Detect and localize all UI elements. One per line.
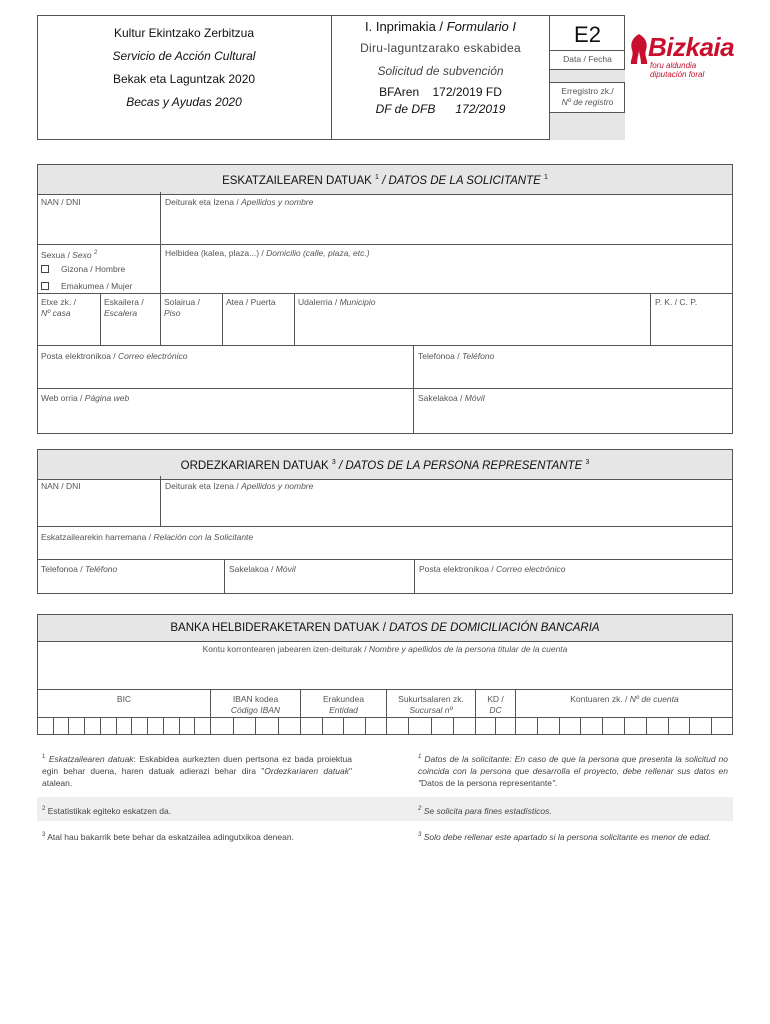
note-3-es [418, 829, 728, 843]
rep-email-es: Correo electrónico [496, 564, 566, 574]
rep-dni-field[interactable]: NAN / DNI [41, 481, 81, 491]
note-3-sup: 3 [42, 832, 46, 838]
rep-relation-es: Relación con la Solicitante [153, 532, 254, 542]
applicant-col-line [650, 293, 651, 345]
digit-box-divider [100, 717, 101, 735]
rep-col-line [414, 559, 415, 594]
logo-sub-2: diputación foral [650, 70, 705, 79]
town-field[interactable] [298, 297, 375, 308]
representative-section-title [38, 450, 732, 480]
digit-box-divider [668, 717, 669, 735]
mobile-label-eu: Sakelakoa / [418, 393, 465, 403]
rep-name-eu: Deiturak eta Izena / [165, 481, 242, 491]
applicant-row-line [37, 345, 733, 346]
rep-phone-eu: Telefonoa / [41, 564, 85, 574]
note-1-es-b: : En caso de que la persona que presenta la solicitud no coincida con la persona que desarrolla el proyecto, debe rellenar sus datos en " [418, 753, 728, 788]
digit-box-divider [343, 717, 344, 735]
applicant-web-field[interactable] [41, 393, 129, 404]
header-line-4: Becas y Ayudas 2020 [126, 95, 242, 109]
floor-label-eu: Solairua / [164, 297, 200, 307]
rep-col-line [160, 476, 161, 527]
bank-title-es: DATOS DE DOMICILIACIÓN BANCARIA [389, 622, 600, 634]
digit-box-divider [116, 717, 117, 735]
note-1-sup: 1 [42, 754, 46, 760]
rep-title-es: / DATOS DE LA PERSONA REPRESENTANTE [335, 459, 586, 472]
registry-input-area[interactable] [550, 112, 625, 140]
note-1-eu-c: Ordezkariaren datuak [264, 765, 349, 776]
applicant-dni-field[interactable]: NAN / DNI [41, 197, 81, 207]
applicant-col-line [413, 345, 414, 434]
applicant-title-sup-2: 1 [544, 174, 548, 181]
header-line-3: Bekak eta Laguntzak 2020 [112, 72, 256, 86]
kd-label-es: DC [489, 705, 502, 715]
subtitle-es: Solicitud de subvención [377, 64, 504, 78]
applicant-col-line [100, 293, 101, 345]
mobile-label-es: Móvil [464, 393, 485, 403]
bank-title-eu: BANKA HELBIDERAKETAREN DATUAK / [170, 622, 390, 634]
note-2-es [418, 803, 552, 817]
account-holder-field[interactable] [38, 644, 732, 655]
bank-digit-row[interactable] [37, 717, 733, 735]
note-2-sup-es: 2 [418, 806, 422, 812]
note-2-sup: 2 [42, 806, 46, 812]
rep-phone-field[interactable] [41, 564, 117, 575]
digit-box-divider [322, 717, 323, 735]
branch-label-es: Sucursal nº [409, 705, 453, 715]
form-title [332, 17, 549, 37]
applicant-col-line [160, 293, 161, 345]
account-label-es: Nº de cuenta [629, 694, 679, 704]
house-number-field[interactable] [41, 297, 76, 319]
rep-name-field[interactable] [165, 481, 313, 492]
note-1-eu-d: " atalean. [42, 765, 352, 788]
form-title-eu: I. Inprimakia / [365, 19, 447, 34]
rep-relation-eu: Eskatzailearekin harremana / [41, 532, 154, 542]
applicant-title-eu: ESKATZAILEAREN DATUAK [222, 174, 376, 187]
email-label-es: Correo electrónico [118, 351, 188, 361]
digit-box-divider [537, 717, 538, 735]
branch-label [387, 694, 475, 716]
rep-mobile-field[interactable] [229, 564, 296, 575]
date-label: Data / Fecha [563, 54, 612, 64]
sex-option-male[interactable] [41, 264, 125, 275]
account-label [516, 694, 733, 705]
note-1-eu [42, 751, 352, 789]
digit-box-divider [711, 717, 712, 735]
account-label-eu: Kontuaren zk. / [570, 694, 630, 704]
rep-title-sup: 3 [331, 459, 336, 466]
address-label-eu: Helbidea (kalea, plaza...) / [165, 248, 267, 258]
rep-mobile-eu: Sakelakoa / [229, 564, 276, 574]
holder-label-eu: Kontu korrontearen jabearen izen-deiturak / [202, 644, 369, 654]
note-3-eu [42, 829, 294, 843]
applicant-title-es: / DATOS DE LA SOLICITANTE [378, 174, 545, 187]
floor-field[interactable] [164, 297, 200, 319]
applicant-address-field[interactable] [165, 248, 370, 259]
male-checkbox[interactable] [41, 265, 49, 273]
digit-box-divider [179, 717, 180, 735]
rep-title-sup-2: 3 [585, 459, 590, 466]
digit-box-divider [580, 717, 581, 735]
dfb-reference: DF de DFB 172/2019 [375, 102, 506, 116]
digit-box-divider [68, 717, 69, 735]
note-3-eu-text: Atal hau bakarrik bete behar da eskatzailea adingutxikoa denean. [47, 831, 294, 842]
digit-box-divider [624, 717, 625, 735]
form-code: E2 [574, 22, 601, 47]
note-1-sup-es: 1 [418, 754, 422, 760]
bank-row-line [37, 689, 733, 690]
registry-label-es: Nº de registro [561, 97, 614, 107]
digit-box-divider [495, 717, 496, 735]
entity-label-eu: Erakundea [322, 694, 365, 704]
entity-label [301, 694, 386, 716]
note-1-es-d: ". [551, 777, 558, 788]
digit-box-divider [646, 717, 647, 735]
sex-label-es: Sexo [72, 249, 94, 260]
header-service-block [38, 22, 330, 114]
digit-box-divider [233, 717, 234, 735]
stair-field[interactable] [104, 297, 144, 319]
digit-box-divider [602, 717, 603, 735]
entity-label-es: Entidad [329, 705, 358, 715]
floor-label-es: Piso [164, 308, 181, 318]
applicant-mobile-field[interactable] [418, 393, 485, 404]
sex-option-female[interactable] [41, 281, 132, 292]
female-checkbox[interactable] [41, 282, 49, 290]
note-1-eu-b: : Eskabidea aurkezten duen pertsona ez bada proiektua egin behar duena, haren datuak adierazi behar dira " [42, 753, 352, 776]
logo-text: Bizkaia [648, 32, 735, 62]
note-3-sup-es: 3 [418, 832, 422, 838]
rep-name-es: Apellidos y nombre [241, 481, 314, 491]
bank-section-title [38, 615, 732, 642]
branch-label-eu: Sukurtsalaren zk. [398, 694, 464, 704]
registry-label [550, 86, 625, 108]
bizkaia-tree-icon [628, 32, 650, 66]
female-label: Emakumea / Mujer [61, 281, 133, 291]
stair-label-eu: Eskailera / [104, 297, 144, 307]
bfa-reference: BFAren 172/2019 FD [379, 85, 502, 99]
note-2-eu [42, 803, 171, 817]
rep-relation-field[interactable] [41, 532, 253, 543]
email-label-eu: Posta elektronikoa / [41, 351, 119, 361]
iban-label-es: Código IBAN [230, 705, 281, 715]
applicant-sex-label [41, 248, 97, 261]
postcode-field[interactable]: P. K. / C. P. [655, 297, 698, 307]
rep-phone-es: Teléfono [84, 564, 118, 574]
note-1-es [418, 751, 728, 789]
digit-box-divider [453, 717, 454, 735]
rep-title-eu: ORDEZKARIAREN DATUAK [180, 459, 332, 472]
rep-row-line [37, 559, 733, 560]
rep-col-line [224, 559, 225, 594]
note-1-eu-a: Eskatzailearen datuak [48, 753, 134, 764]
house-label-eu: Etxe zk. / [41, 297, 76, 307]
digit-box-divider [365, 717, 366, 735]
digit-box-divider [559, 717, 560, 735]
web-label-eu: Web orria / [41, 393, 85, 403]
town-label-eu: Udalerria / [298, 297, 340, 307]
form-title-block [332, 17, 549, 117]
digit-box-divider [431, 717, 432, 735]
applicant-row-line [37, 293, 733, 294]
registry-label-eu: Erregistro zk./ [561, 86, 614, 96]
address-label-es: Domicilio (calle, plaza, etc.) [266, 248, 370, 258]
header-line-2: Servicio de Acción Cultural [112, 49, 256, 63]
kd-label [476, 694, 515, 716]
note-2-es-text: Se solicita para fines estadísticos. [423, 805, 552, 816]
applicant-name-es: Apellidos y nombre [241, 197, 314, 207]
note-2-eu-text: Estatistikak egiteko eskatzen da. [47, 805, 172, 816]
note-1-es-a: Datos de la solicitante [424, 753, 510, 764]
note-1-es-c: Datos de la persona representante [421, 777, 552, 788]
bic-label: BIC [116, 694, 132, 704]
digit-box-divider [689, 717, 690, 735]
applicant-phone-field[interactable] [418, 351, 494, 362]
digit-box-divider [53, 717, 54, 735]
digit-box-divider [131, 717, 132, 735]
applicant-email-field[interactable] [41, 351, 187, 362]
applicant-name-eu: Deiturak eta Izena / [165, 197, 242, 207]
applicant-col-line [294, 293, 295, 345]
house-label-es: Nº casa [41, 308, 71, 318]
digit-box-divider [163, 717, 164, 735]
sex-label-sup: 2 [93, 250, 98, 256]
digit-box-divider [255, 717, 256, 735]
kd-label-eu: KD / [487, 694, 504, 704]
note-3-es-text: Solo debe rellenar este apartado si la persona solicitante es menor de edad. [423, 831, 712, 842]
date-input-area[interactable] [550, 70, 625, 83]
rep-row-line [37, 526, 733, 527]
applicant-title-sup: 1 [375, 174, 379, 181]
applicant-col-line [160, 192, 161, 294]
logo-sub-1: foru aldundia [650, 61, 697, 70]
header-line-1: Kultur Ekintzako Zerbitzua [113, 26, 255, 40]
applicant-section-title [38, 165, 732, 195]
iban-label-eu: IBAN kodea [232, 694, 279, 704]
iban-label [211, 694, 300, 716]
rep-email-eu: Posta elektronikoa / [419, 564, 497, 574]
applicant-col-line [222, 293, 223, 345]
web-label-es: Página web [84, 393, 130, 403]
rep-email-field[interactable] [419, 564, 565, 575]
rep-mobile-es: Móvil [275, 564, 296, 574]
male-label: Gizona / Hombre [61, 264, 126, 274]
applicant-name-field[interactable] [165, 197, 313, 208]
bizkaia-logo [628, 30, 768, 85]
digit-box-divider [194, 717, 195, 735]
phone-label-es: Teléfono [461, 351, 495, 361]
digit-box-divider [408, 717, 409, 735]
applicant-row-line [37, 388, 733, 389]
holder-label-es: Nombre y apellidos de la persona titular de la cuenta [368, 644, 568, 654]
applicant-row-line [37, 244, 733, 245]
door-field[interactable]: Atea / Puerta [226, 297, 276, 307]
town-label-es: Municipio [339, 297, 376, 307]
phone-label-eu: Telefonoa / [418, 351, 462, 361]
digit-box-divider [147, 717, 148, 735]
subtitle-eu: Diru-laguntzarako eskabidea [360, 41, 521, 55]
sex-label-eu: Sexua / [41, 249, 73, 260]
form-title-es: Formulario I [446, 19, 516, 34]
stair-label-es: Escalera [104, 308, 138, 318]
digit-box-divider [84, 717, 85, 735]
digit-box-divider [278, 717, 279, 735]
